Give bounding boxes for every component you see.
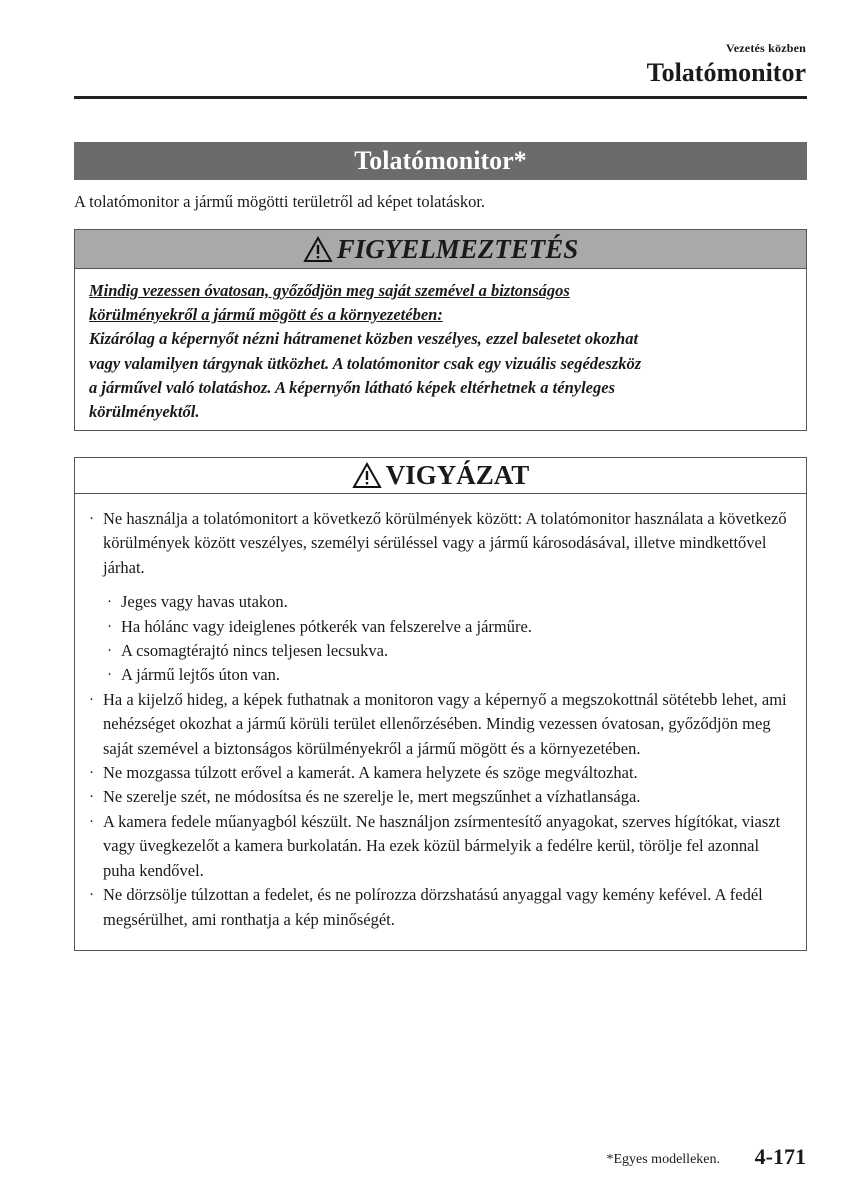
list-item-text: Ne dörzsölje túlzottan a fedelet, és ne polírozza dörzshatású anyaggal vagy kemény kefével. A fedél megsérülhet, ami ronthatja a kép minőségét. bbox=[103, 885, 763, 929]
caution-body bbox=[75, 494, 806, 932]
warning-line: körülményektől. bbox=[89, 402, 200, 422]
warning-line: vagy valamilyen tárgynak ütközhet. A tolatómonitor csak egy vizuális segédeszköz bbox=[89, 353, 642, 373]
list-item-text: Ne szerelje szét, ne módosítsa és ne szerelje le, mert megszűnhet a vízhatlansága. bbox=[103, 787, 641, 807]
list-item bbox=[89, 785, 792, 809]
caution-header bbox=[75, 458, 806, 494]
bullet-marker: · bbox=[107, 643, 112, 660]
warning-line: körülményekről a jármű mögött és a környezetében: bbox=[89, 305, 443, 325]
caution-title: VIGYÁZAT bbox=[385, 460, 530, 490]
caution-box bbox=[74, 457, 807, 951]
bullet-marker: · bbox=[107, 594, 112, 611]
warning-box bbox=[74, 229, 807, 431]
sub-list-item bbox=[107, 615, 792, 639]
sub-list-item-text: A csomagtérajtó nincs teljesen lecsukva. bbox=[121, 641, 389, 661]
list-item bbox=[89, 810, 792, 883]
warning-line: Mindig vezessen óvatosan, győződjön meg saját szemével a biztonságos bbox=[89, 281, 570, 300]
section-banner: Tolatómonitor* bbox=[74, 142, 807, 180]
list-item bbox=[89, 507, 792, 580]
list-item-text: Ha a kijelző hideg, a képek futhatnak a monitoron vagy a képernyő a megszokottnál sötétebb lehet, ami nehézséget okozhat a jármű körüli terület ellenőrzésében. Mindig vezessen óvatosan, győződjön meg saját szemével a biztonságos körülményekről a jármű mögött és a környezetében. bbox=[103, 689, 787, 758]
sub-list-item bbox=[107, 663, 792, 687]
warning-line: a járművel való tolatáshoz. A képernyőn látható képek eltérhetnek a tényleges bbox=[89, 377, 615, 397]
bullet-marker: · bbox=[89, 765, 94, 782]
warning-body bbox=[75, 269, 806, 424]
warning-title: FIGYELMEZTETÉS bbox=[336, 233, 579, 264]
warning-line: Kizárólag a képernyőt nézni hátramenet közben veszélyes, ezzel balesetet okozhat bbox=[89, 329, 639, 349]
section-header: Vezetés közben bbox=[725, 41, 806, 55]
bullet-marker: · bbox=[89, 691, 94, 708]
bullet-marker: · bbox=[107, 667, 112, 684]
bullet-marker: · bbox=[89, 887, 94, 904]
warning-triangle-icon bbox=[352, 462, 382, 489]
page-number: 4-171 bbox=[754, 1144, 806, 1169]
bullet-marker: · bbox=[89, 813, 94, 830]
list-item bbox=[89, 688, 792, 761]
list-item-text: Ne mozgassa túlzott erővel a kamerát. A kamera helyzete és szöge megváltozhat. bbox=[103, 763, 638, 783]
intro-text: A tolatómonitor a jármű mögötti területről ad képet tolatáskor. bbox=[74, 192, 486, 211]
sub-list bbox=[89, 590, 792, 688]
list-item bbox=[89, 761, 792, 785]
list-item-text: A kamera fedele műanyagból készült. Ne használjon zsírmentesítő anyagokat, szerves hígítókat, viaszt vagy üvegkezelőt a kamera burkolatán. Ha ezek közül bármelyik a fedélre kerül, törölje fel azonnal puha kendővel. bbox=[103, 811, 781, 880]
list-item-text: Ne használja a tolatómonitort a következő körülmények között: A tolatómonitor használata a következő körülmények között veszélyes, személyi sérüléssel vagy a jármű károsodásával, illetve mindkettővel járhat. bbox=[103, 509, 787, 577]
bullet-marker: · bbox=[89, 511, 94, 527]
footnote: *Egyes modelleken. bbox=[606, 1152, 720, 1167]
warning-header bbox=[75, 230, 806, 269]
title-divider bbox=[74, 96, 807, 99]
page-title: Tolatómonitor bbox=[646, 58, 806, 87]
list-item bbox=[89, 883, 792, 932]
bullet-marker: · bbox=[107, 618, 112, 635]
sub-list-item bbox=[107, 590, 792, 614]
sub-list-item bbox=[107, 639, 792, 663]
bullet-marker: · bbox=[89, 789, 94, 806]
sub-list-item-text: A jármű lejtős úton van. bbox=[121, 665, 281, 685]
warning-triangle-icon bbox=[303, 236, 333, 263]
sub-list-item-text: Jeges vagy havas utakon. bbox=[121, 592, 288, 612]
sub-list-item-text: Ha hólánc vagy ideiglenes pótkerék van felszerelve a járműre. bbox=[121, 616, 532, 636]
